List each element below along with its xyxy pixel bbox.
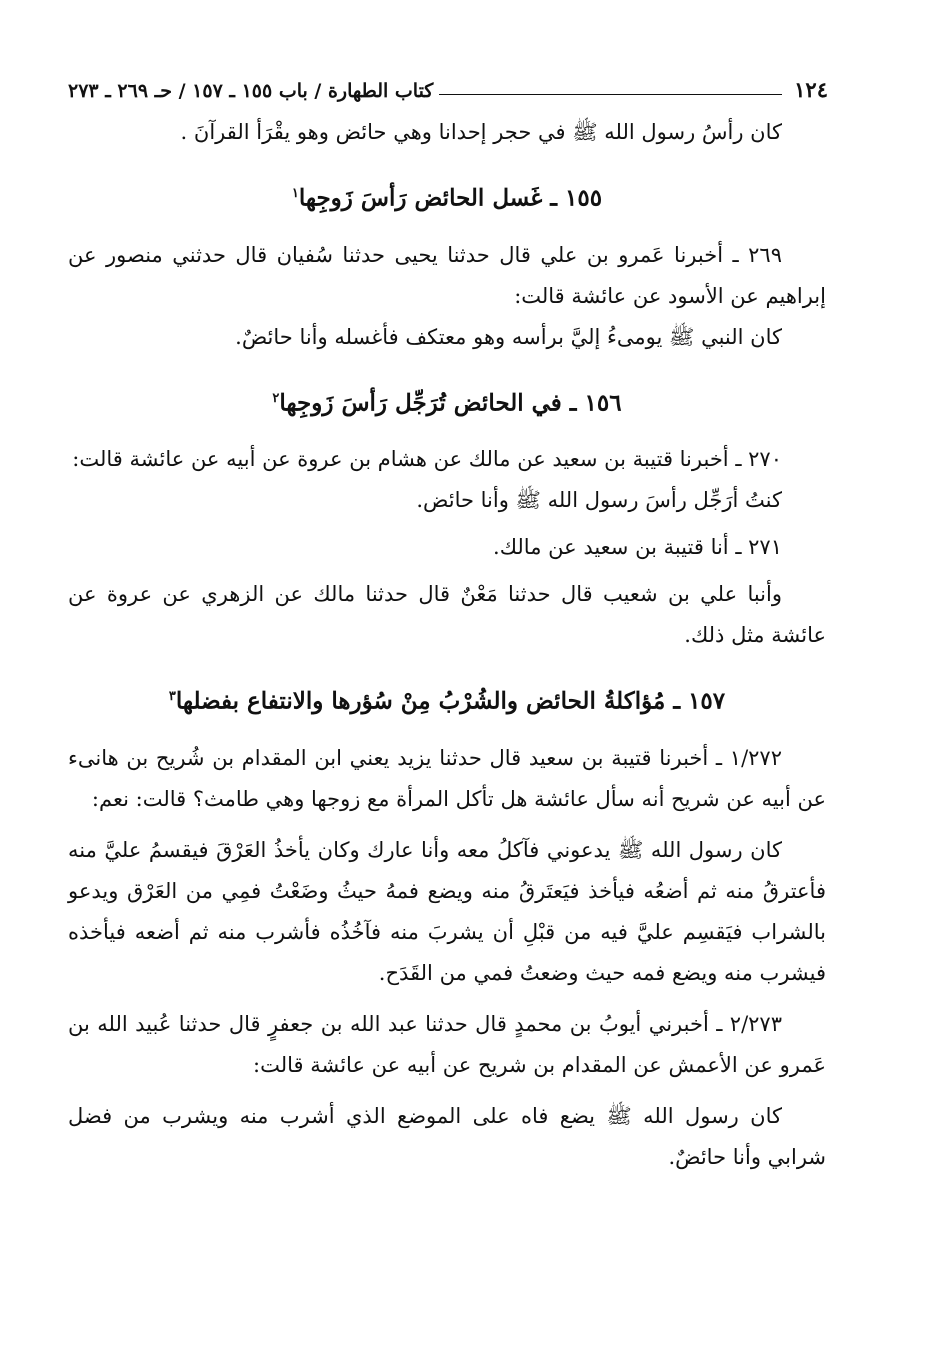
hadith-matn: كنتُ أرَجِّل رأسَ رسول الله ﷺ وأنا حائض.: [416, 488, 782, 513]
footnote-marker: ١: [291, 186, 299, 201]
hadith-matn: كان النبي ﷺ يومىءُ إليَّ برأسه وهو معتكف فأغسله وأنا حائضٌ.: [235, 324, 782, 349]
chapter-heading: [68, 378, 826, 424]
chapter-heading: [68, 173, 826, 219]
heading-text: ١٥٧ ـ مُؤاكلةُ الحائض والشُرْبُ مِنْ سُؤرها والانتفاع بفضلها: [175, 687, 726, 715]
hadith-isnad: ٢/٢٧٣ ـ أخبرني أيوبُ بن محمدٍ قال حدثنا عبد الله بن جعفرٍ قال حدثنا عُبيد الله بن عَمرو عن الأعمش عن المقدام بن شريح عن أبيه عن عائشة قالت:: [68, 1011, 826, 1077]
hadith-matn: كان رسول الله ﷺ يضع فاه على الموضع الذي أشرب منه ويشرب من فضل شرابي وأنا حائضٌ.: [68, 1103, 826, 1169]
hadith-isnad: وأنبا علي بن شعيب قال حدثنا مَعْنٌ قال حدثنا مالك عن الزهري عن عروة عن عائشة مثل ذلك.: [68, 582, 826, 648]
header-rule: [439, 93, 782, 95]
hadith-matn: كان رأسُ رسول الله ﷺ في حجر إحدانا وهي حائض وهو يقْرَأ القرآنَ .: [180, 120, 782, 144]
chapter-heading: [68, 676, 826, 722]
page-number: ١٢٤: [794, 77, 828, 102]
hadith-matn: كان رسول الله ﷺ يدعوني فآكلُ معه وأنا عارك وكان يأخذُ العَرْقَ فيقسمُ عليَّ منه فأعترقُ منه ثم أضعُه فيأخذ فيَعتَرقُ منه ويضع فمهُ حيثُ وضَعْتُ فمِي من العَرْق ويدعو بالشراب فيَقسِم عليَّ فيه من قبْلِ أن يشربَ منه فآخُذُه فأشرب منه ثم أضعه فيأخذه فيشرب منه ويضع فمه حيث وضعتُ فمي من القَدَح.: [68, 837, 826, 985]
heading-text: ١٥٦ ـ في الحائض تُرَجِّل رَأسَ زَوجِها: [279, 389, 622, 417]
hadith-isnad: ٢٧١ ـ أنا قتيبة بن سعيد عن مالك.: [493, 535, 782, 560]
running-title: كتاب الطهارة / باب ١٥٥ ـ ١٥٧ / حـ ٢٦٩ ـ ٢٧٣: [68, 80, 434, 102]
hadith-isnad: ٢٦٩ ـ أخبرنا عَمرو بن علي قال حدثنا يحيى حدثنا سُفيان قال حدثني منصور عن إبراهيم عن الأسود عن عائشة قالت:: [68, 242, 826, 308]
page-body: [68, 112, 826, 1178]
heading-text: ١٥٥ ـ غَسل الحائض رَأسَ زَوجِها: [298, 184, 603, 212]
footnote-marker: ٣: [168, 689, 176, 705]
footnote-marker: ٢: [272, 390, 280, 406]
running-head: [68, 68, 828, 102]
hadith-isnad: ١/٢٧٢ ـ أخبرنا قتيبة بن سعيد قال حدثنا يزيد يعني ابن المقدام بن شُريح بن هانىء عن أبيه عن شريح أنه سأل عائشة هل تأكل المرأة مع زوجها وهي طامث؟ قالت: نعم:: [68, 745, 826, 811]
hadith-isnad: ٢٧٠ ـ أخبرنا قتيبة بن سعيد عن مالك عن هشام بن عروة عن أبيه عن عائشة قالت:: [72, 447, 782, 472]
